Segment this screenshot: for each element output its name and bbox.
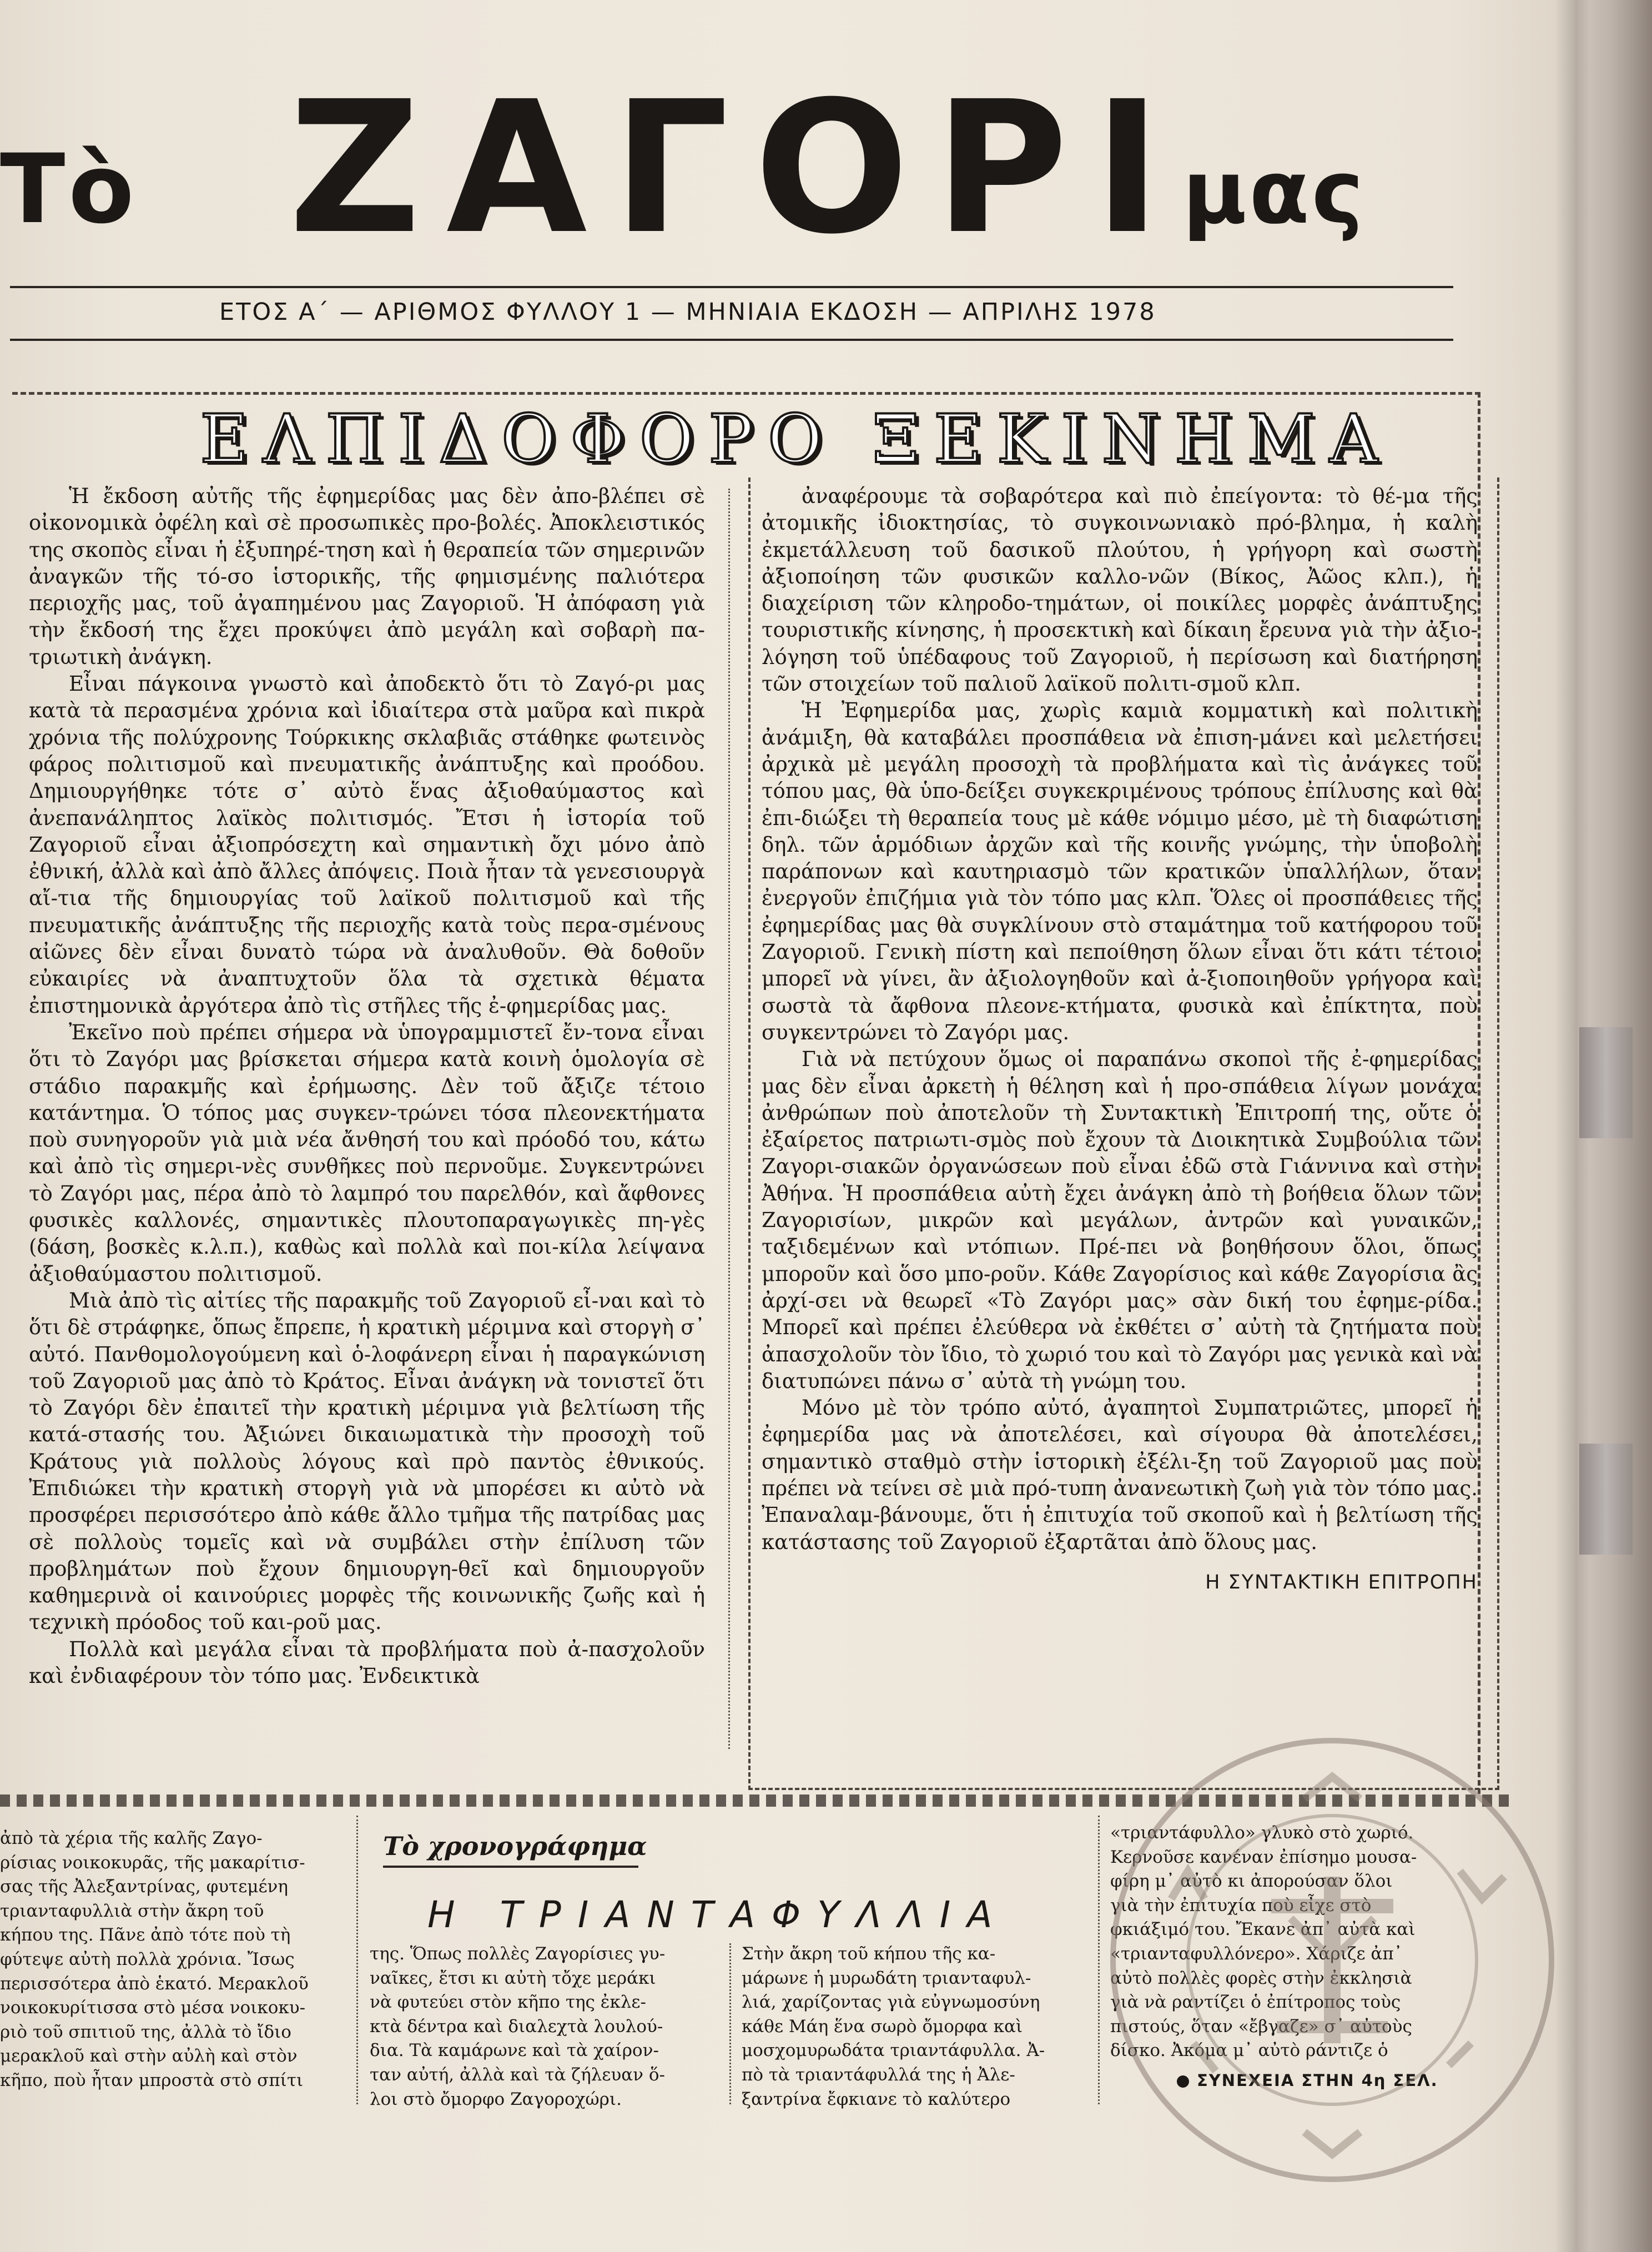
text-line: «τριαντάφυλλο» γλυκὸ στὸ χωριό. xyxy=(1110,1823,1414,1843)
binding-band xyxy=(1579,1444,1633,1555)
article-paragraph: Εἶναι πάγκοινα γνωστὸ καὶ ἀποδεκτὸ ὅτι τὸ Ζαγό-ρι μας κατὰ τὰ περασμένα χρόνια καὶ ἰδιαίτερα στὰ μαῦρα καὶ πικρὰ χρόνια τῆς πολύχρονης Τούρκικης σκλαβιᾶς στάθηκε φωτεινὸς φάρος πολιτισμοῦ καὶ πνευματικῆς ἀνάπτυξης καὶ προόδου. Δημιουργήθηκε τότε σ᾿ αὐτὸ ἕνας ἀξιοθαύμαστος καὶ ἀνεπανάληπτος λαϊκὸς πολιτισμός. Ἔτσι ἡ ἱστορία τοῦ Ζαγοριοῦ εἶναι ἀξιοπρόσεχτη καὶ σημαντικὴ ὄχι μόνο ἀπὸ ἐθνική, ἀλλὰ καὶ ἀπὸ ἄλλες ἀπόψεις. Ποιὰ ἦταν τὰ γενεσιουργὰ αἴ-τια τῆς δημιουργίας τοῦ λαϊκοῦ πολιτισμοῦ καὶ τῆς πνευματικῆς ἀνάπτυξης τῆς περιοχῆς κατὰ τοὺς περα-σμένους αἰῶνες δὲν εἶναι δυνατὸ τώρα νὰ ἀναλυθοῦν. Θὰ δοθοῦν εὐκαιρίες νὰ ἀναπτυχτοῦν ὅλα τὰ σχετικὰ θέματα ἐπιστημονικὰ ἀργότερα ἀπὸ τὶς στῆλες τῆς ἐ-φημερίδας μας. xyxy=(29,672,705,1018)
article-paragraph: Μόνο μὲ τὸν τρόπο αὐτό, ἀγαπητοὶ Συμπατριῶτες, μπορεῖ ἡ ἐφημερίδα μας νὰ ἀποτελέσει, καὶ σίγουρα θὰ ἀποτελέσει, σημαντικὸ σταθμὸ στὴν ἱστορικὴ ἐξέλι-ξη τοῦ Ζαγοριοῦ μας ποὺ πρέπει νὰ τείνει σὲ μιὰ πρό-τυπη ἀνανεωτικὴ ζωὴ γιὰ τὸν τόπο μας. Ἐπαναλαμ-βάνουμε, ὅτι ἡ ἐπιτυχία τοῦ σκοποῦ καὶ ἡ βελτίωση τῆς κατάστασης τοῦ Ζαγοριοῦ ἐξαρτᾶται ἀπὸ ὅλους μας. xyxy=(762,1396,1478,1554)
chronicle-column-1 xyxy=(0,1827,344,2104)
text-line: Κερνοῦσε κανέναν ἐπίσημο μουσα- xyxy=(1110,1847,1417,1867)
text-line: ρίσιας νοικοκυρᾶς, τῆς μακαρίτισ- xyxy=(0,1852,305,1873)
text-line: «τριανταφυλλόνερο». Χάριζε ἀπ᾿ xyxy=(1110,1943,1403,1964)
text-line: νὰ φυτεύει στὸν κῆπο της ἐκλε- xyxy=(370,1992,646,2013)
binding-band xyxy=(1579,1027,1633,1138)
chronicle-label: Τὸ χρονογράφημα xyxy=(383,1831,647,1861)
lead-headline: ΕΛΠΙΔΟΦΟΡΟ ΞΕΚΙΝΗΜΑ xyxy=(200,401,1392,478)
masthead-possessive: μας xyxy=(1182,142,1366,244)
binding-spine xyxy=(1563,0,1652,2252)
text-line: γιὰ τὴν ἐπιτυχία ποὺ εἶχε στὸ xyxy=(1110,1895,1372,1916)
chronicle-divider xyxy=(1098,1816,1100,2104)
text-line: ἀπὸ τὰ χέρια τῆς καλῆς Ζαγο- xyxy=(0,1828,263,1848)
lead-right-column xyxy=(762,483,1478,1766)
text-line: ταν αὐτή, ἀλλὰ καὶ τὰ ζήλευαν ὅ- xyxy=(370,2064,665,2085)
masthead xyxy=(0,63,1499,274)
masthead-rule-top xyxy=(10,286,1453,288)
text-line: πιστούς, ὅταν «ἔβγαζε» σ᾿ αὐτοὺς xyxy=(1110,2016,1412,2037)
article-paragraph: Ἐκεῖνο ποὺ πρέπει σήμερα νὰ ὑπογραμμιστεῖ ἔν-τονα εἶναι ὅτι τὸ Ζαγόρι μας βρίσκεται σήμερα κατὰ κοινὴ ὁμολογία σὲ στάδιο παρακμῆς καὶ ἐρήμωσης. Δὲν τοῦ ἄξιζε τέτοιο κατάντημα. Ὁ τόπος μας συγκεν-τρώνει τόσα πλεονεκτήματα ποὺ συνηγοροῦν γιὰ μιὰ νέα ἄνθησή του καὶ πρόοδό του, κάτω καὶ ἀπὸ τὶς σημερι-νὲς συνθῆκες ποὺ περνοῦμε. Συγκεντρώνει τὸ Ζαγόρι μας, πέρα ἀπὸ τὸ λαμπρό του παρελθόν, καὶ ἄφθονες φυσικὲς καλλονές, σημαντικὲς πλουτοπαραγωγικὲς πη-γὲς (δάση, βοσκὲς κ.λ.π.), καθὼς καὶ πολλὰ καὶ ποι-κίλα λείψανα ἀξιοθαύμαστου πολιτισμοῦ. xyxy=(29,1020,705,1286)
chronicle-title: Η ΤΡΙΑΝΤΑΦΥΛΛΙΑ xyxy=(427,1893,1009,1936)
text-line: μερακλοῦ καὶ στὴν αὐλὴ καὶ στὸν xyxy=(0,2046,298,2067)
masthead-rule-bottom xyxy=(10,339,1453,341)
article-paragraph: Ἡ ἔκδοση αὐτῆς τῆς ἐφημερίδας μας δὲν ἀπο-βλέπει σὲ οἰκονομικὰ ὀφέλη καὶ σὲ προσωπικὲς προ-βολές. Ἀποκλειστικός της σκοπὸς εἶναι ἡ ἐξυπηρέ-τηση καὶ ἡ θεραπεία τῶν σημερινῶν ἀναγκῶν τῆς τό-σο ἱστορικῆς, τῆς φημισμένης παλιότερα περιοχῆς μας, τοῦ ἀγαπημένου μας Ζαγοριοῦ. Ἡ ἀπόφαση γιὰ τὴν ἔκδοσή της ἔχει προκύψει ἀπὸ μεγάλη καὶ σοβαρὴ πα-τριωτικὴ ἀνάγκη. xyxy=(29,484,705,669)
article-paragraph: ἀναφέρουμε τὰ σοβαρότερα καὶ πιὸ ἐπείγοντα: τὸ θέ-μα τῆς ἀτομικῆς ἰδιοκτησίας, τὸ συγκοινωνιακὸ πρό-βλημα, ἡ καλὴ ἐκμετάλλευση τοῦ δασικοῦ πλούτου, ἡ γρήγορη καὶ σωστὴ ἀξιοποίηση τῶν φυσικῶν καλλο-νῶν (Βίκος, Ἀῶος κλπ.), ἡ διαχείριση τῶν κληροδο-τημάτων, οἱ ποικίλες μορφὲς ἀνάπτυξης τουριστικῆς κίνησης, ἡ προσεκτικὴ καὶ δίκαιη ἔρευνα γιὰ τὴν ἀξιο-λόγηση τοῦ ὑπέδαφους τοῦ Ζαγοριοῦ, ἡ περίσωση καὶ διατήρηση τῶν στοιχείων τοῦ παλιοῦ λαϊκοῦ πολιτι-σμοῦ κλπ. xyxy=(762,484,1478,696)
text-line: κάθε Μάη ἕνα σωρὸ ὄμορφα καὶ xyxy=(742,2016,1023,2037)
article-signature: Η ΣΥΝΤΑΚΤΙΚΗ ΕΠΙΤΡΟΠΗ xyxy=(1205,1571,1478,1594)
text-line: δια. Τὰ καμάρωνε καὶ τὰ χαίρον- xyxy=(370,2040,659,2061)
text-line: μάρωνε ἡ μυρωδάτη τριανταφυλ- xyxy=(742,1968,1031,1988)
page-edge-shadow xyxy=(1554,0,1575,2252)
text-line: Στὴν ἄκρη τοῦ κήπου τῆς κα- xyxy=(742,1944,996,1964)
masthead-title: ΖΑΓΟΡΙ xyxy=(289,63,1187,274)
chronicle-column-3 xyxy=(742,1942,1086,2109)
text-line: λιά, χαρίζοντας γιὰ εὐγνωμοσύνη xyxy=(742,1992,1040,2013)
article-paragraph: Μιὰ ἀπὸ τὶς αἰτίες τῆς παρακμῆς τοῦ Ζαγοριοῦ εἶ-ναι καὶ τὸ ὅτι δὲ στράφηκε, ὅπως ἔπρεπε, ἡ κρατικὴ μέριμνα καὶ στοργὴ σ᾿ αὐτό. Πανθομολογούμενη καὶ ὁ-λοφάνερη εἶναι ἡ παραγκώνιση τοῦ Ζαγοριοῦ μας ἀπὸ τὸ Κράτος. Εἶναι ἀνάγκη νὰ τονιστεῖ ὅτι τὸ Ζαγόρι δὲν ἐπαιτεῖ τὴν κρατικὴ μέριμνα γιὰ βελτίωση τῆς κατά-στασής του. Ἀξιώνει δικαιωματικὰ τὴν προσοχὴ τοῦ Κράτους γιὰ πολλοὺς λόγους καὶ πρὸ παντὸς ἐθνικούς. Ἐπιδιώκει τὴν κρατικὴ στοργὴ γιὰ νὰ μπορέσει κι αὐτὸ νὰ προσφέρει περισσότερο ἀπὸ κάθε ἄλλο τμῆμα τῆς πατρίδας μας σὲ πολλοὺς τομεῖς καὶ νὰ συμβάλει στὴν ἐπίλυση τῶν προβλημάτων ποὺ ἔχουν δημιουργη-θεῖ καὶ δημιουργοῦν καθημερινὰ οἱ καινούριες μορφὲς τῆς κοινωνικῆς ζωῆς καὶ ἡ τεχνικὴ πρόοδος τοῦ και-ροῦ μας. xyxy=(29,1288,705,1635)
chronicle-divider xyxy=(356,1816,358,2104)
text-line: φύτεψε αὐτὴ πολλὰ χρόνια. Ἴσως xyxy=(0,1949,295,1969)
text-line: δίσκο. Ἀκόμα μ᾿ αὐτὸ ράντιζε ὁ xyxy=(1110,2040,1388,2061)
masthead-article: Τὸ xyxy=(0,133,138,245)
text-line: φκιάξιμό του. Ἔκανε ἀπ᾿ αὐτὰ καὶ xyxy=(1110,1919,1416,1940)
article-paragraph: Ἡ Ἐφημερίδα μας, χωρὶς καμιὰ κομματικὴ καὶ πολιτικὴ ἀνάμιξη, θὰ καταβάλει προσπάθεια νὰ ἐπιση-μάνει καὶ μελετήσει ἀρχικὰ μὲ μεγάλη προσοχὴ τὰ προβλήματα καὶ τὶς ἀνάγκες τοῦ τόπου μας, θὰ ὑπο-δείξει συγκεκριμένους τρόπους ἐπίλυσης καὶ θὰ ἐπι-διώξει τὴ θεραπεία τους μὲ κάθε νόμιμο μέσο, μὲ τὴ διαφώτιση δηλ. τῶν ἁρμόδιων ἀρχῶν καὶ τῆς κοινῆς γνώμης, τὴν ὑποβολὴ παράπονων καὶ καυτηριασμὸ τῶν κρατικῶν ὑπαλλήλων, ὅταν ἐνεργοῦν ἐπιζήμια γιὰ τὸν τόπο μας κλπ. Ὅλες οἱ προσπάθειες τῆς ἐφημερίδας μας θὰ συγκλίνουν στὸ σταμάτημα τοῦ κατήφορου τοῦ Ζαγοριοῦ. Γενικὴ πίστη καὶ πεποίθηση ὅλων εἶναι ὅτι κάτι τέτοιο μπορεῖ νὰ γίνει, ἂν ἀξιολογηθοῦν καὶ ἀ-ξιοποιηθοῦν γρήγορα καὶ σωστὰ τὰ ἄφθονα πλεονε-κτήματα, φυσικὰ καὶ ἐπίκτητα, ποὺ συγκεντρώνει τὸ Ζαγόρι μας. xyxy=(762,698,1478,1044)
text-line: κτὰ δέντρα καὶ διαλεχτὰ λουλού- xyxy=(370,2016,663,2037)
chronicle-divider xyxy=(729,1943,731,2104)
lead-left-column xyxy=(29,483,705,1782)
text-line: κήπου της. Πᾶνε ἀπὸ τότε ποὺ τὴ xyxy=(0,1925,291,1946)
chronicle-label-underline xyxy=(383,1866,638,1868)
library-stamp-icon xyxy=(1105,1732,1560,2188)
text-line: ναῖκες, ἔτσι κι αὐτὴ τὄχε μεράκι xyxy=(370,1968,656,1988)
continued-note: ΣΥΝΕΧΕΙΑ ΣΤΗΝ 4η ΣΕΛ. xyxy=(1177,2071,1438,2090)
chronicle-column-2 xyxy=(370,1942,714,2109)
text-line: περισσότερα ἀπὸ ἑκατό. Μερακλοῦ xyxy=(0,1973,309,1994)
column-divider xyxy=(728,489,730,1749)
text-line: φίρη μ᾿ αὐτὸ κι ἀπορούσαν ὅλοι xyxy=(1110,1871,1393,1892)
dateline: ΕΤΟΣ Α΄ — ΑΡΙΘΜΟΣ ΦΥΛΛΟΥ 1 — ΜΗΝΙΑΙΑ ΕΚΔΟΣΗ — ΑΠΡΙΛΗΣ 1978 xyxy=(219,298,1156,326)
text-line: μοσχομυρωδάτα τριαντάφυλλα. Ἀ- xyxy=(742,2040,1045,2061)
text-line: πὸ τὰ τριαντάφυλλά της ἡ Ἀλε- xyxy=(742,2064,1015,2085)
article-paragraph: Πολλὰ καὶ μεγάλα εἶναι τὰ προβλήματα ποὺ ἀ-πασχολοῦν καὶ ἐνδιαφέρουν τὸν τόπο μας. Ἐνδεικτικὰ xyxy=(29,1637,705,1688)
text-line: ξαντρίνα ἔφκιανε τὸ καλύτερο xyxy=(742,2089,1011,2109)
text-line: της. Ὅπως πολλὲς Ζαγορίσιες γυ- xyxy=(370,1944,666,1964)
article-paragraph: Γιὰ νὰ πετύχουν ὅμως οἱ παραπάνω σκοποὶ τῆς ἐ-φημερίδας μας δὲν εἶναι ἀρκετὴ ἡ θέληση καὶ ἡ προ-σπάθεια λίγων μονάχα ἀνθρώπων ποὺ ἀποτελοῦν τὴ Συντακτικὴ Ἐπιτροπή της, οὔτε ὁ ἐξαίρετος πατριωτι-σμὸς ποὺ ἔχουν τὰ Διοικητικὰ Συμβούλια τῶν Ζαγορι-σιακῶν ὀργανώσεων ποὺ εἶναι ἐδῶ στὰ Γιάννινα καὶ στὴν Ἀθήνα. Ἡ προσπάθεια αὐτὴ ἔχει ἀνάγκη ἀπὸ τὴ βοήθεια ὅλων τῶν Ζαγορισίων, μικρῶν καὶ μεγάλων, ἀντρῶν καὶ γυναικῶν, ταξιδεμένων καὶ ντόπιων. Πρέ-πει νὰ βοηθήσουν ὅλοι, ὅπως μποροῦν καὶ ὅσο μπο-ροῦν. Κάθε Ζαγορίσιος καὶ κάθε Ζαγορίσια ἂς ἀρχί-σει νὰ θεωρεῖ «Τὸ Ζαγόρι μας» σὰν δική του ἐφημε-ρίδα. Μπορεῖ καὶ πρέπει ἐλεύθερα νὰ ἐκθέτει σ᾿ αὐτὴ τὰ ζητήματα ποὺ ἀπασχολοῦν τὸν ἴδιο, τὸ χωριό του καὶ τὸ Ζαγόρι μας γενικὰ καὶ νὰ διατυπώνει πάνω σ᾿ αὐτὰ τὴ γνώμη του. xyxy=(762,1047,1478,1393)
text-line: λοι στὸ ὄμορφο Ζαγοροχώρι. xyxy=(370,2089,622,2109)
text-line: κῆπο, ποὺ ἦταν μπροστὰ στὸ σπίτι xyxy=(0,2070,304,2090)
text-line: ριὸ τοῦ σπιτιοῦ της, ἀλλὰ τὸ ἴδιο xyxy=(0,2022,291,2042)
text-line: νοικοκυρίτισσα στὸ μέσα νοικοκυ- xyxy=(0,1998,306,2018)
text-line: σας τῆς Ἀλεξαντρίνας, φυτεμένη xyxy=(0,1877,288,1897)
text-line: γιὰ νὰ ραντίζει ὁ ἐπίτροπος τοὺς xyxy=(1110,1992,1401,2013)
text-line: αὐτὸ πολλὲς φορὲς στὴν ἐκκλησιὰ xyxy=(1110,1968,1412,1988)
text-line: τριανταφυλλιὰ στὴν ἄκρη τοῦ xyxy=(0,1901,264,1921)
